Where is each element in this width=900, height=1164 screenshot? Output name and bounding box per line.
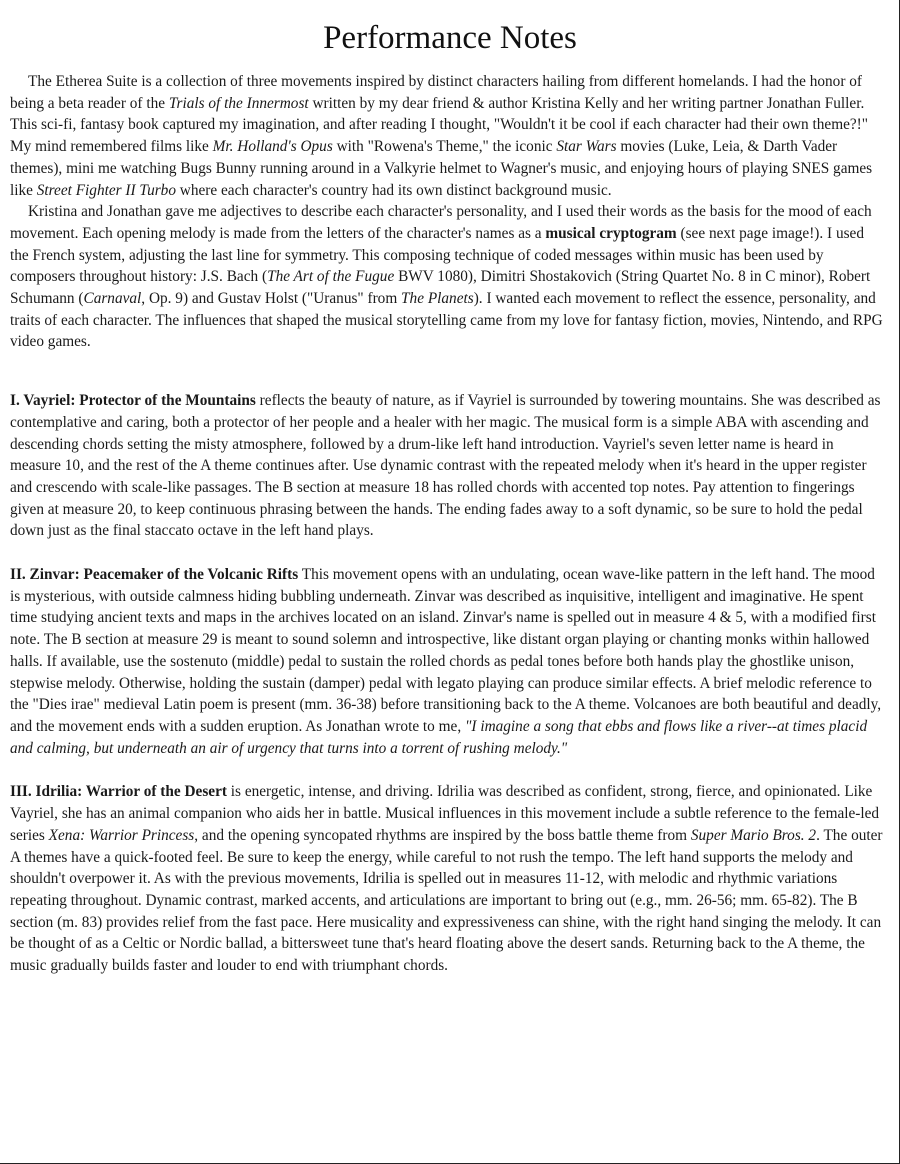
italic-text: "I imagine a song that ebbs and flows like a river--at times placid and calming, but underneath an air of urgency that turns into a torrent of rushing melody.": [10, 717, 868, 757]
body-text: . The outer A themes have a quick-footed feel. Be sure to keep the energy, while careful to not rush the tempo. The left hand supports the melody and shouldn't overpower it. As with the previous movements, Idrilia is spelled out in measures 11-12, with melodic and rhythmic variations repeating throughout. Dynamic contrast, marked accents, and articulations are important to bring out (e.g., mm. 26-56; mm. 65-82). The B section (m. 83) provides relief from the fast pace. Here musicality and expressiveness can shine, with the right hand singing the melody. It can be thought of as a Celtic or Nordic ballad, a bittersweet tune that's heard floating above the desert sands. Returning back to the A theme, the music gradually builds faster and louder to end with triumphant chords.: [10, 826, 883, 975]
italic-text: Carnaval: [83, 290, 142, 308]
section-vayriel: [10, 390, 886, 542]
body-text: written by my dear friend & author Kristina Kelly and her writing partner Jonathan Fuller. This sci-fi, fantasy book captured my imagination, and after reading I thought, "Wouldn't it be cool if each character had their own theme?!" My mind remembered films like: [10, 94, 869, 156]
bold-text: II. Zinvar: Peacemaker of the Volcanic Rifts: [10, 566, 299, 584]
italic-text: Trials of the Innermost: [168, 94, 309, 112]
bold-text: III. Idrilia: Warrior of the Desert: [10, 783, 227, 801]
body-text: The Etherea Suite is a collection of three movements inspired by distinct characters hailing from different homelands. I had the honor of being a beta reader of the: [10, 73, 862, 112]
body-text: , and the opening syncopated rhythms are inspired by the boss battle theme from: [194, 826, 691, 844]
document-body: [10, 71, 886, 977]
body-text: is energetic, intense, and driving. Idrilia was described as confident, strong, fierce, and opinionated. Like Vayriel, she has an animal companion who aids her in battle. Musical influences in this movement include a subtle reference to the female-led series: [10, 783, 880, 844]
bold-text: musical cryptogram: [545, 224, 677, 242]
body-text: with "Rowena's Theme," the iconic: [332, 138, 557, 156]
body-text: This movement opens with an undulating, ocean wave-like pattern in the left hand. The mood is mysterious, with outside calmness hiding bubbling underneath. Zinvar was described as inquisitive, intelligent and imaginative. He spent time studying ancient texts and maps in the archives located on an island. Zinvar's name is spelled out in measure 4 & 5, with a modified first note. The B section at measure 29 is meant to sound solemn and introspective, like distant organ playing or chanting monks within hallowed halls. If available, use the sostenuto (middle) pedal to sustain the rolled chords as pedal tones before both hands play the ghostlike unison, stepwise melody. Otherwise, holding the sustain (damper) pedal with legato playing can produce similar effects. A brief melodic reference to the "Dies irae" medieval Latin poem is present (mm. 36-38) before transitioning back to the A theme. Volcanoes are both beautiful and deadly, and the movement ends with a sudden eruption. As Jonathan wrote to me,: [10, 566, 882, 735]
section-idrilia: [10, 781, 886, 976]
body-text: where each character's country had its own distinct background music.: [175, 181, 612, 199]
body-text: movies (Luke, Leia, & Darth Vader themes), mini me watching Bugs Bunny running around in a Valkyrie helmet to Wagner's music, and enjoying hours of playing SNES games like: [10, 138, 873, 199]
italic-text: Star Wars: [556, 138, 617, 156]
body-text: BWV 1080), Dimitri Shostakovich (String Quartet No. 8 in C minor), Robert Schumann (: [10, 268, 871, 308]
body-text: ). I wanted each movement to reflect the essence, personality, and traits of each character. The influences that shaped the musical storytelling came from my love for fantasy fiction, movies, Nintendo, and RPG video games.: [10, 290, 883, 351]
intro-paragraph-2: [10, 201, 886, 353]
italic-text: Xena: Warrior Princess: [48, 826, 195, 844]
italic-text: Super Mario Bros. 2: [690, 826, 817, 844]
italic-text: The Art of the Fugue: [267, 268, 395, 286]
body-text: , Op. 9) and Gustav Holst ("Uranus" from: [141, 290, 402, 308]
body-text: reflects the beauty of nature, as if Vayriel is surrounded by towering mountains. She was described as contemplative and caring, both a protector of her people and a healer with her magic. The musical form is a simple ABA with ascending and descending chords setting the misty atmosphere, followed by a drum-like left hand introduction. Vayriel's seven letter name is heard in measure 10, and the rest of the A theme continues after. Use dynamic contrast with the repeated melody when it's heard in the upper register and crescendo with scale-like passages. The B section at measure 18 has rolled chords with accented top notes. Pay attention to fingerings given at measure 20, to keep continuous phrasing between the hands. The ending fades away to a soft dynamic, so be sure to hold the pedal down just as the final staccato octave in the left hand plays.: [10, 392, 881, 540]
body-text: Kristina and Jonathan gave me adjectives to describe each character's personality, and I used their words as the basis for the mood of each movement. Each opening melody is made from the letters of the character's names as a: [10, 203, 872, 242]
italic-text: The Planets: [401, 290, 474, 308]
intro-paragraph-1: [10, 71, 886, 201]
italic-text: Street Fighter II Turbo: [36, 181, 176, 199]
section-zinvar: [10, 564, 886, 759]
body-text: (see next page image!). I used the French system, adjusting the last line for symmetry. This composing technique of coded messages within music has been used by composers throughout history: J.S. Bach (: [10, 224, 864, 286]
page-title: Performance Notes: [323, 20, 577, 56]
bold-text: I. Vayriel: Protector of the Mountains: [10, 392, 256, 410]
italic-text: Mr. Holland's Opus: [212, 138, 333, 156]
